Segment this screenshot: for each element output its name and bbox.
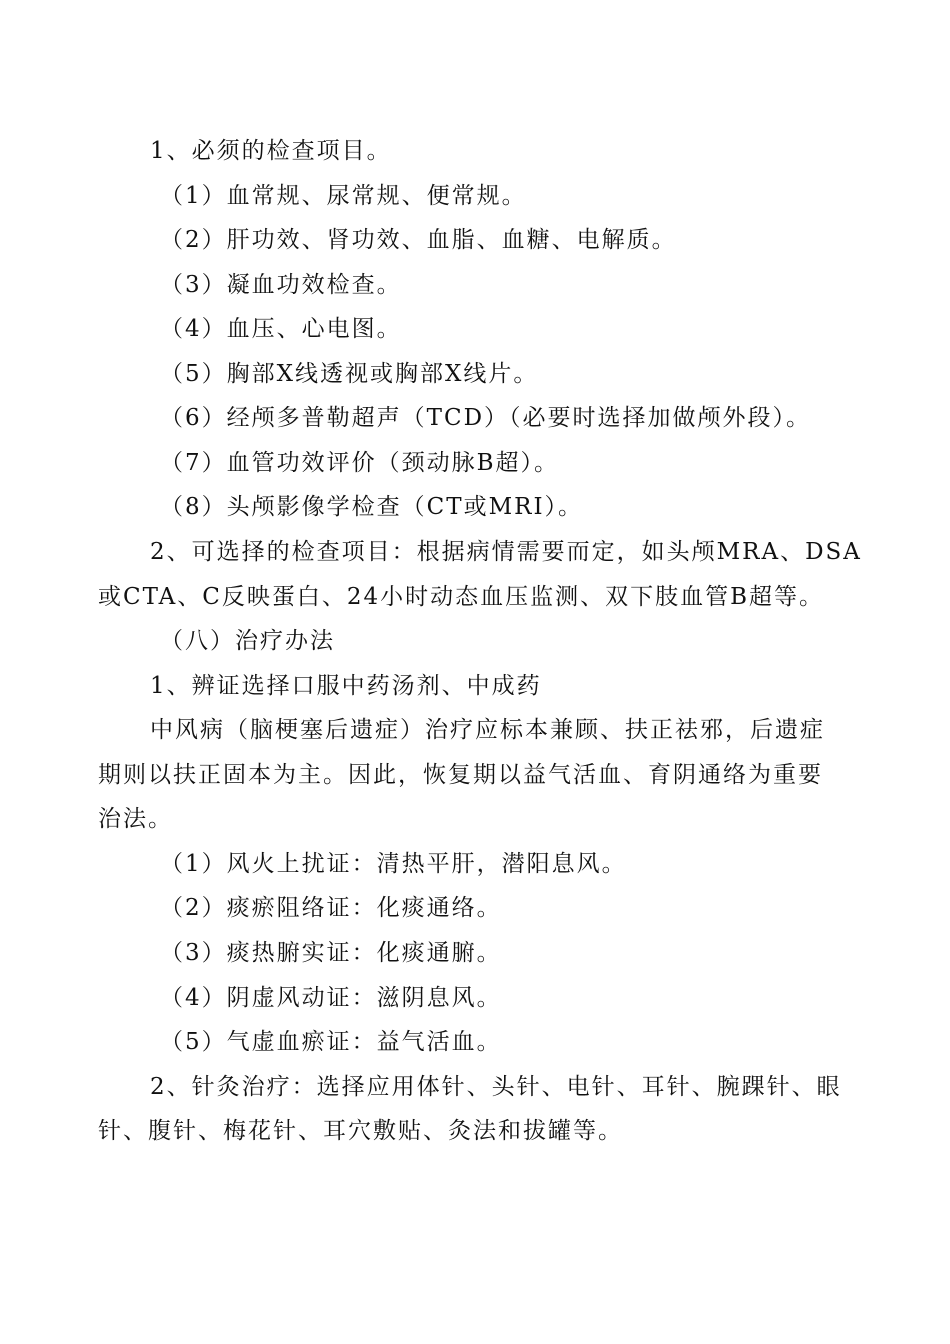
list-item: （5）胸部X线透视或胸部X线片。 <box>160 361 539 387</box>
list-item: （3）凝血功效检查。 <box>160 272 402 298</box>
list-item: （7）血管功效评价（颈动脉B超）。 <box>160 450 560 476</box>
list-item: （3）痰热腑实证：化痰通腑。 <box>160 940 502 966</box>
paragraph-line: 中风病（脑梗塞后遗症）治疗应标本兼顾、扶正祛邪，后遗症 <box>150 717 825 743</box>
list-item: （1）风火上扰证：清热平肝，潜阳息风。 <box>160 851 627 877</box>
list-item: （5）气虚血瘀证：益气活血。 <box>160 1029 502 1055</box>
paragraph-line: 2、可选择的检查项目：根据病情需要而定，如头颅MRA、DSA <box>150 539 862 565</box>
paragraph-line: 或CTA、C反映蛋白、24小时动态血压监测、双下肢血管B超等。 <box>98 584 825 610</box>
list-item: （4）血压、心电图。 <box>160 316 402 342</box>
section-heading: （八）治疗办法 <box>160 628 335 654</box>
paragraph-line: 治法。 <box>98 806 173 832</box>
paragraph-line: 2、针灸治疗：选择应用体针、头针、电针、耳针、腕踝针、眼 <box>150 1074 842 1100</box>
list-item: （6）经颅多普勒超声（TCD）（必要时选择加做颅外段）。 <box>160 405 812 431</box>
list-item: （2）肝功效、肾功效、血脂、血糖、电解质。 <box>160 227 677 253</box>
paragraph-line: 针、腹针、梅花针、耳穴敷贴、灸法和拔罐等。 <box>98 1118 623 1144</box>
list-item: （1）血常规、尿常规、便常规。 <box>160 183 527 209</box>
paragraph-line: 期则以扶正固本为主。因此，恢复期以益气活血、育阴通络为重要 <box>98 762 823 788</box>
section-heading: 1、必须的检查项目。 <box>150 138 392 164</box>
subsection-heading: 1、辨证选择口服中药汤剂、中成药 <box>150 673 542 699</box>
list-item: （2）痰瘀阻络证：化痰通络。 <box>160 895 502 921</box>
list-item: （4）阴虚风动证：滋阴息风。 <box>160 985 502 1011</box>
list-item: （8）头颅影像学检查（CT或MRI）。 <box>160 494 584 520</box>
